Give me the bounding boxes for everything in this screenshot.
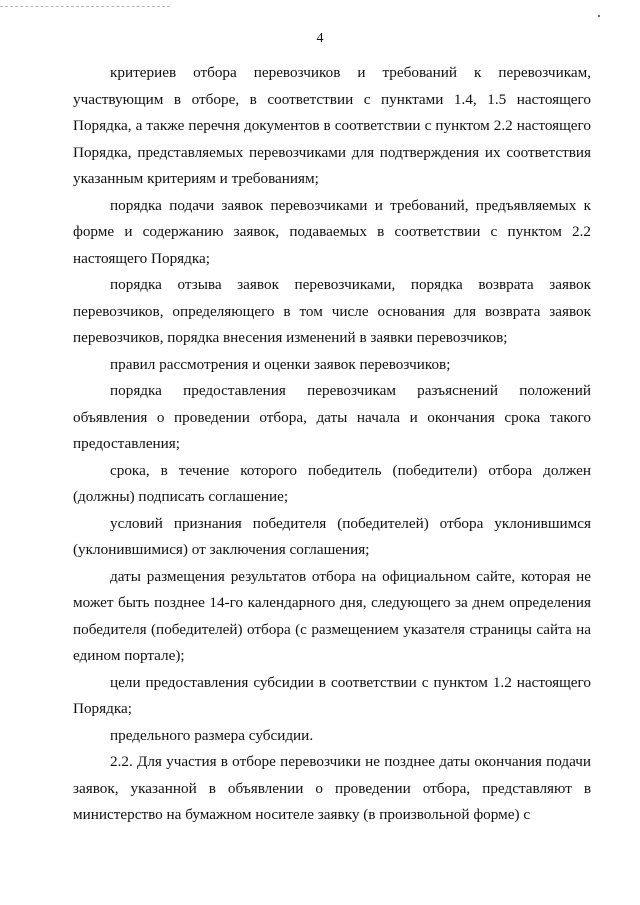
paragraph: порядка подачи заявок перевозчиками и требований, предъявляемых к форме и содержанию заявок, подаваемых в соответствии с пунктом 2.2 настоящего Порядка; — [73, 196, 591, 267]
paragraph: предельного размера субсидии. — [110, 726, 314, 744]
scan-speck — [598, 15, 600, 17]
top-scan-rule — [0, 6, 170, 7]
paragraph: 2.2. Для участия в отборе перевозчики не позднее даты окончания подачи заявок, указанной в объявлении о проведении отбора, представляют в министерство на бумажном носителе заявку (в произвольной форме) с — [73, 753, 591, 823]
paragraph: срока, в течение которого победитель (победители) отбора должен (должны) подписать соглашение; — [73, 461, 591, 505]
page-number: 4 — [316, 31, 324, 46]
paragraph: правил рассмотрения и оценки заявок перевозчиков; — [110, 355, 451, 373]
paragraph: даты размещения результатов отбора на официальном сайте, которая не может быть позднее 14-го календарного дня, следующего за днем определения победителя (победителей) отбора (с размещением указателя страницы сайта на едином портале); — [73, 567, 591, 664]
paragraph: условий признания победителя (победителей) отбора уклонившимся (уклонившимися) от заключения соглашения; — [73, 514, 591, 558]
paragraph: цели предоставления субсидии в соответствии с пунктом 1.2 настоящего Порядка; — [73, 673, 591, 717]
paragraph: порядка отзыва заявок перевозчиками, порядка возврата заявок перевозчиков, определяющего в том числе основания для возврата заявок перевозчиков, порядка внесения изменений в заявки перевозчиков; — [73, 276, 591, 346]
document-body — [73, 60, 591, 829]
paragraph: критериев отбора перевозчиков и требований к перевозчикам, участвующим в отборе, в соответствии с пунктами 1.4, 1.5 настоящего Порядка, а также перечня документов в соответствии с пунктом 2.2 настоящего Порядка, представляемых перевозчиками для подтверждения их соответствия указанным критериям и требованиям; — [73, 64, 591, 187]
paragraph: порядка предоставления перевозчикам разъяснений положений объявления о проведении отбора, даты начала и окончания срока такого предоставления; — [73, 382, 591, 452]
